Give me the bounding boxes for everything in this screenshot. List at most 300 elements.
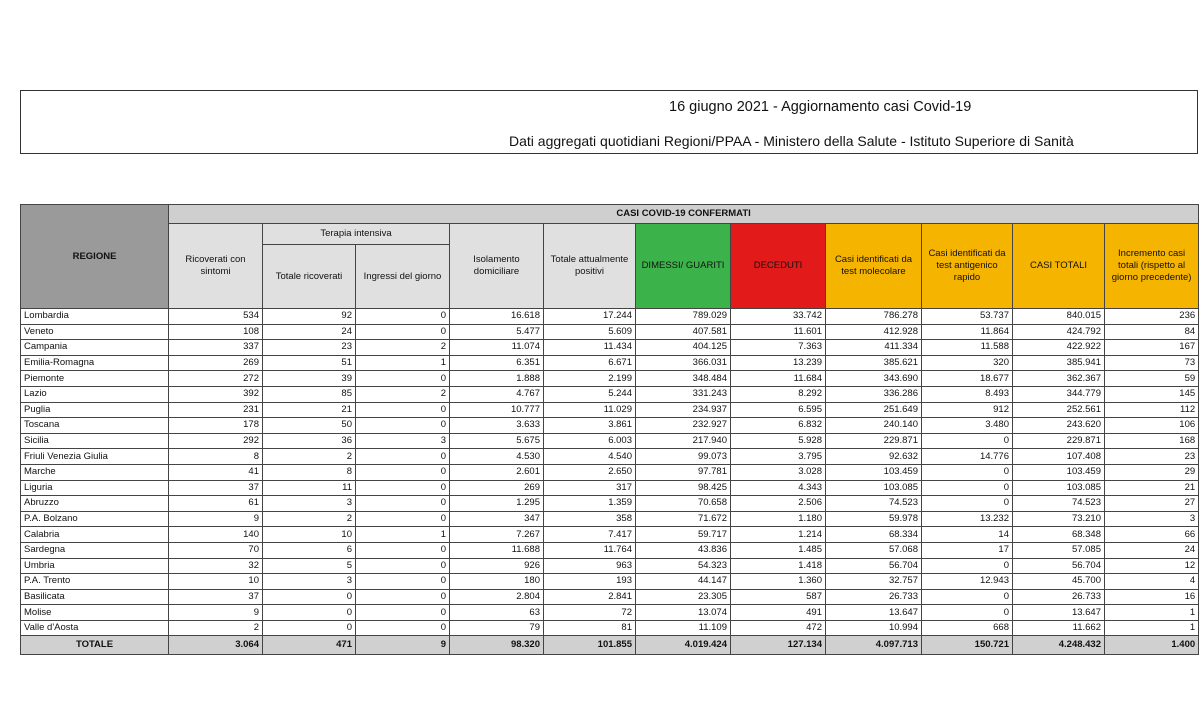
table-cell: 3.480 [922,418,1013,434]
table-cell: 18.677 [922,371,1013,387]
table-row [21,589,1199,605]
table-row [21,511,1199,527]
table-cell: 53.737 [922,309,1013,325]
table-cell: 66 [1105,527,1199,543]
table-cell: 472 [731,620,826,636]
table-cell: 108 [169,324,263,340]
table-cell: 10.777 [450,402,544,418]
table-cell: 16 [1105,589,1199,605]
table-cell: 193 [544,574,636,590]
table-cell: 0 [356,418,450,434]
table-cell: 0 [356,605,450,621]
table-cell: 7.417 [544,527,636,543]
table-cell: 103.085 [1013,480,1105,496]
table-cell: 320 [922,355,1013,371]
table-row [21,620,1199,636]
table-cell: 127.134 [731,636,826,655]
region-name: Friuli Venezia Giulia [21,449,169,465]
total-row [21,636,1199,655]
table-cell: 56.704 [826,558,922,574]
table-cell: 29 [1105,464,1199,480]
region-name: Marche [21,464,169,480]
region-header: REGIONE [21,205,169,309]
table-cell: 37 [169,589,263,605]
covid-cases-table [20,204,1199,655]
table-cell: 0 [356,558,450,574]
table-cell: 2.199 [544,371,636,387]
table-cell: 68.348 [1013,527,1105,543]
table-cell: 4.248.432 [1013,636,1105,655]
table-cell: 21 [1105,480,1199,496]
table-cell: 13.647 [826,605,922,621]
table-cell: 343.690 [826,371,922,387]
table-cell: 3 [1105,511,1199,527]
table-cell: 74.523 [826,496,922,512]
region-name: Lombardia [21,309,169,325]
report-subtitle: Dati aggregati quotidiani Regioni/PPAA - Ministero della Salute - Istituto Superiore di Sanità [509,133,1074,149]
table-cell: 6.351 [450,355,544,371]
table-cell: 1.485 [731,542,826,558]
table-cell: 404.125 [636,340,731,356]
table-cell: 57.068 [826,542,922,558]
table-row [21,418,1199,434]
table-cell: 51 [263,355,356,371]
table-row [21,527,1199,543]
table-cell: 1 [1105,605,1199,621]
region-name: Emilia-Romagna [21,355,169,371]
region-name: Calabria [21,527,169,543]
table-row [21,340,1199,356]
table-cell: 73 [1105,355,1199,371]
table-cell: 99.073 [636,449,731,465]
table-cell: 786.278 [826,309,922,325]
table-cell: 8 [263,464,356,480]
table-cell: 240.140 [826,418,922,434]
region-name: Basilicata [21,589,169,605]
table-cell: 412.928 [826,324,922,340]
col-totale-positivi: Totale attualmente positivi [544,224,636,309]
table-cell: 178 [169,418,263,434]
table-cell: 71.672 [636,511,731,527]
table-cell: 2 [356,340,450,356]
table-row [21,324,1199,340]
table-cell: 10 [169,574,263,590]
table-cell: 13.232 [922,511,1013,527]
table-row [21,542,1199,558]
table-cell: 14 [922,527,1013,543]
col-dimessi: DIMESSI/ GUARITI [636,224,731,309]
region-name: Veneto [21,324,169,340]
region-name: Sicilia [21,433,169,449]
table-cell: 1 [356,355,450,371]
table-row [21,449,1199,465]
table-cell: 422.922 [1013,340,1105,356]
table-cell: 424.792 [1013,324,1105,340]
table-cell: 348.484 [636,371,731,387]
table-cell: 3.861 [544,418,636,434]
table-cell: 140 [169,527,263,543]
table-cell: 12.943 [922,574,1013,590]
table-cell: 0 [356,589,450,605]
table-cell: 3.064 [169,636,263,655]
table-cell: 0 [356,309,450,325]
table-cell: 27 [1105,496,1199,512]
table-row [21,386,1199,402]
table-cell: 32 [169,558,263,574]
table-cell: 269 [450,480,544,496]
table-cell: 6.671 [544,355,636,371]
table-cell: 2.650 [544,464,636,480]
table-cell: 70.658 [636,496,731,512]
table-cell: 9 [169,605,263,621]
table-cell: 4 [1105,574,1199,590]
table-cell: 2.804 [450,589,544,605]
table-cell: 2.841 [544,589,636,605]
table-cell: 362.367 [1013,371,1105,387]
region-name: Valle d'Aosta [21,620,169,636]
table-cell: 5.609 [544,324,636,340]
table-cell: 92.632 [826,449,922,465]
table-cell: 6.003 [544,433,636,449]
table-cell: 0 [356,620,450,636]
table-cell: 534 [169,309,263,325]
table-row [21,309,1199,325]
table-cell: 168 [1105,433,1199,449]
table-cell: 5.477 [450,324,544,340]
table-cell: 789.029 [636,309,731,325]
table-cell: 0 [356,496,450,512]
table-cell: 54.323 [636,558,731,574]
table-cell: 103.459 [1013,464,1105,480]
table-row [21,402,1199,418]
ti-group-header: Terapia intensiva [263,224,450,245]
table-cell: 331.243 [636,386,731,402]
table-cell: 101.855 [544,636,636,655]
table-row [21,480,1199,496]
region-name: Puglia [21,402,169,418]
report-header [20,90,1198,154]
table-cell: 11.029 [544,402,636,418]
region-name: P.A. Trento [21,574,169,590]
table-cell: 0 [356,464,450,480]
table-cell: 68.334 [826,527,922,543]
table-cell: 392 [169,386,263,402]
table-cell: 11.588 [922,340,1013,356]
table-cell: 11.688 [450,542,544,558]
table-cell: 6.595 [731,402,826,418]
table-cell: 2.601 [450,464,544,480]
col-isolamento: Isolamento domiciliare [450,224,544,309]
table-cell: 14.776 [922,449,1013,465]
table-cell: 13.239 [731,355,826,371]
table-cell: 11.109 [636,620,731,636]
table-cell: 59 [1105,371,1199,387]
table-cell: 36 [263,433,356,449]
col-casi-totali: CASI TOTALI [1013,224,1105,309]
table-cell: 0 [263,589,356,605]
table-cell: 44.147 [636,574,731,590]
table-cell: 63 [450,605,544,621]
table-cell: 4.767 [450,386,544,402]
table-cell: 8 [169,449,263,465]
table-cell: 5.928 [731,433,826,449]
table-cell: 5 [263,558,356,574]
table-row [21,558,1199,574]
table-cell: 11.764 [544,542,636,558]
region-name: Toscana [21,418,169,434]
table-cell: 43.836 [636,542,731,558]
table-cell: 70 [169,542,263,558]
region-name: Liguria [21,480,169,496]
table-cell: 272 [169,371,263,387]
table-cell: 85 [263,386,356,402]
table-cell: 2 [356,386,450,402]
table-cell: 180 [450,574,544,590]
table-cell: 1.418 [731,558,826,574]
table-cell: 6 [263,542,356,558]
table-cell: 10 [263,527,356,543]
table-cell: 0 [356,480,450,496]
table-cell: 9 [169,511,263,527]
table-cell: 21 [263,402,356,418]
table-cell: 11.864 [922,324,1013,340]
table-cell: 107.408 [1013,449,1105,465]
table-cell: 11 [263,480,356,496]
table-cell: 292 [169,433,263,449]
table-cell: 236 [1105,309,1199,325]
table-cell: 11.074 [450,340,544,356]
table-cell: 16.618 [450,309,544,325]
table-cell: 24 [263,324,356,340]
table-cell: 33.742 [731,309,826,325]
table-cell: 17.244 [544,309,636,325]
table-cell: 0 [922,433,1013,449]
table-cell: 3 [263,574,356,590]
table-cell: 231 [169,402,263,418]
table-cell: 0 [356,402,450,418]
table-cell: 112 [1105,402,1199,418]
table-cell: 4.343 [731,480,826,496]
table-cell: 45.700 [1013,574,1105,590]
table-cell: 0 [356,324,450,340]
table-cell: 217.940 [636,433,731,449]
table-cell: 0 [356,371,450,387]
table-cell: 2.506 [731,496,826,512]
table-cell: 24 [1105,542,1199,558]
table-cell: 1 [356,527,450,543]
table-cell: 2 [263,449,356,465]
region-name: Abruzzo [21,496,169,512]
table-row [21,355,1199,371]
table-cell: 106 [1105,418,1199,434]
table-cell: 56.704 [1013,558,1105,574]
table-cell: 0 [922,480,1013,496]
table-cell: 12 [1105,558,1199,574]
table-cell: 81 [544,620,636,636]
table-cell: 13.647 [1013,605,1105,621]
table-cell: 0 [922,496,1013,512]
table-cell: 0 [356,542,450,558]
table-cell: 145 [1105,386,1199,402]
table-cell: 26.733 [826,589,922,605]
table-cell: 2 [169,620,263,636]
table-cell: 0 [922,605,1013,621]
table-cell: 587 [731,589,826,605]
col-ti-ingressi: Ingressi del giorno [356,245,450,309]
table-cell: 232.927 [636,418,731,434]
table-cell: 26.733 [1013,589,1105,605]
table-cell: 344.779 [1013,386,1105,402]
table-cell: 963 [544,558,636,574]
table-cell: 0 [356,511,450,527]
table-cell: 8.493 [922,386,1013,402]
table-cell: 3.795 [731,449,826,465]
table-cell: 4.530 [450,449,544,465]
table-row [21,464,1199,480]
table-cell: 39 [263,371,356,387]
table-cell: 840.015 [1013,309,1105,325]
table-cell: 72 [544,605,636,621]
table-cell: 5.675 [450,433,544,449]
region-name: Sardegna [21,542,169,558]
table-cell: 1.888 [450,371,544,387]
table-cell: 1.359 [544,496,636,512]
table-cell: 0 [922,558,1013,574]
col-ti-totale: Totale ricoverati [263,245,356,309]
region-name: TOTALE [21,636,169,655]
col-molecolare: Casi identificati da test molecolare [826,224,922,309]
table-cell: 37 [169,480,263,496]
table-cell: 4.097.713 [826,636,922,655]
table-cell: 50 [263,418,356,434]
table-cell: 3 [263,496,356,512]
table-cell: 912 [922,402,1013,418]
table-cell: 61 [169,496,263,512]
table-cell: 2 [263,511,356,527]
table-row [21,574,1199,590]
table-cell: 167 [1105,340,1199,356]
table-cell: 229.871 [1013,433,1105,449]
table-cell: 252.561 [1013,402,1105,418]
table-cell: 243.620 [1013,418,1105,434]
col-ricoverati: Ricoverati con sintomi [169,224,263,309]
table-cell: 0 [356,574,450,590]
table-cell: 84 [1105,324,1199,340]
table-cell: 6.832 [731,418,826,434]
table-cell: 4.019.424 [636,636,731,655]
table-cell: 7.363 [731,340,826,356]
table-cell: 0 [356,449,450,465]
group-header: CASI COVID-19 CONFERMATI [169,205,1199,224]
table-cell: 98.320 [450,636,544,655]
table-cell: 7.267 [450,527,544,543]
region-name: Molise [21,605,169,621]
table-cell: 1.214 [731,527,826,543]
table-cell: 926 [450,558,544,574]
table-cell: 668 [922,620,1013,636]
table-cell: 23 [263,340,356,356]
table-cell: 92 [263,309,356,325]
table-cell: 317 [544,480,636,496]
region-name: Piemonte [21,371,169,387]
table-cell: 3.028 [731,464,826,480]
table-cell: 74.523 [1013,496,1105,512]
table-row [21,371,1199,387]
table-cell: 491 [731,605,826,621]
table-cell: 229.871 [826,433,922,449]
table-cell: 10.994 [826,620,922,636]
table-cell: 407.581 [636,324,731,340]
table-cell: 251.649 [826,402,922,418]
table-cell: 57.085 [1013,542,1105,558]
table-cell: 5.244 [544,386,636,402]
table-cell: 1 [1105,620,1199,636]
table-cell: 358 [544,511,636,527]
table-cell: 59.717 [636,527,731,543]
col-deceduti: DECEDUTI [731,224,826,309]
table-cell: 347 [450,511,544,527]
table-row [21,496,1199,512]
table-cell: 0 [922,464,1013,480]
region-name: P.A. Bolzano [21,511,169,527]
table-cell: 4.540 [544,449,636,465]
table-cell: 9 [356,636,450,655]
table-row [21,605,1199,621]
table-cell: 23 [1105,449,1199,465]
table-cell: 269 [169,355,263,371]
table-cell: 411.334 [826,340,922,356]
table-cell: 234.937 [636,402,731,418]
report-title: 16 giugno 2021 - Aggiornamento casi Covid-19 [669,99,972,115]
col-antigenico: Casi identificati da test antigenico rapido [922,224,1013,309]
table-cell: 1.400 [1105,636,1199,655]
table-cell: 1.295 [450,496,544,512]
table-cell: 150.721 [922,636,1013,655]
region-name: Campania [21,340,169,356]
table-cell: 0 [263,605,356,621]
table-cell: 11.662 [1013,620,1105,636]
table-cell: 0 [922,589,1013,605]
table-cell: 41 [169,464,263,480]
table-cell: 1.360 [731,574,826,590]
table-cell: 337 [169,340,263,356]
table-cell: 11.601 [731,324,826,340]
table-cell: 3 [356,433,450,449]
table-cell: 59.978 [826,511,922,527]
table-cell: 103.085 [826,480,922,496]
table-cell: 79 [450,620,544,636]
table-cell: 366.031 [636,355,731,371]
table-cell: 73.210 [1013,511,1105,527]
table-cell: 0 [263,620,356,636]
table-cell: 8.292 [731,386,826,402]
region-name: Lazio [21,386,169,402]
table-cell: 11.434 [544,340,636,356]
table-cell: 336.286 [826,386,922,402]
table-cell: 98.425 [636,480,731,496]
table-cell: 471 [263,636,356,655]
table-cell: 13.074 [636,605,731,621]
table-cell: 385.941 [1013,355,1105,371]
table-row [21,433,1199,449]
table-cell: 97.781 [636,464,731,480]
col-incremento: Incremento casi totali (rispetto al giorno precedente) [1105,224,1199,309]
table-cell: 32.757 [826,574,922,590]
table-cell: 11.684 [731,371,826,387]
region-name: Umbria [21,558,169,574]
table-cell: 385.621 [826,355,922,371]
table-cell: 103.459 [826,464,922,480]
